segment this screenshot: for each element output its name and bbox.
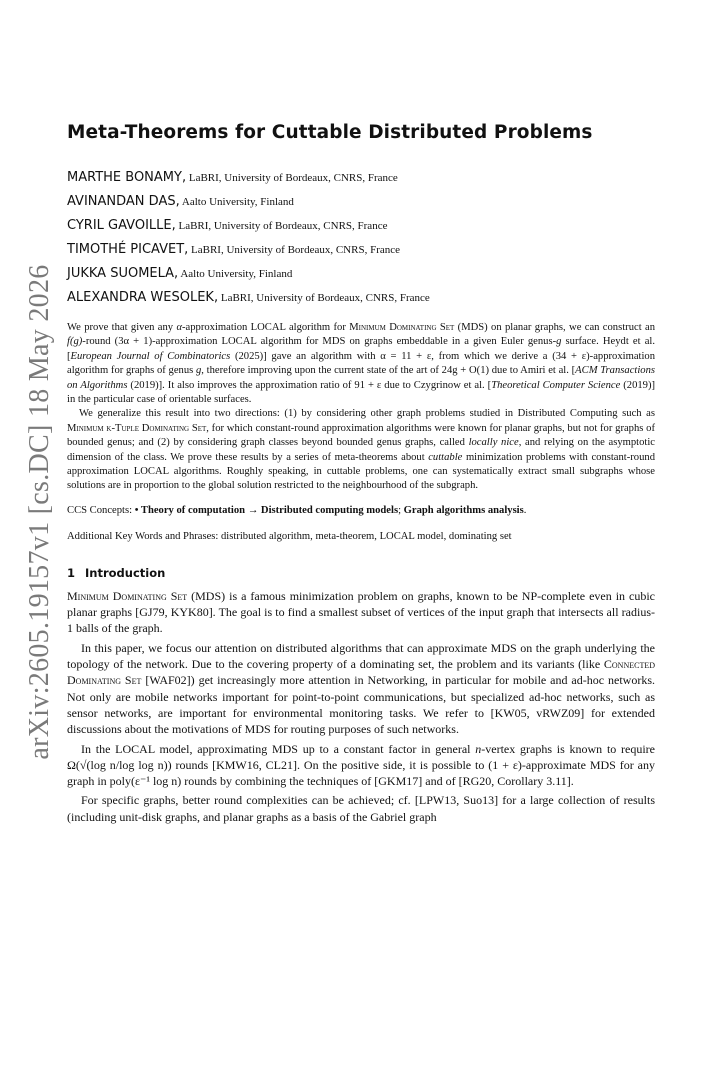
- author-affiliation: LaBRI, University of Bordeaux, CNRS, France: [186, 172, 398, 184]
- body-paragraph-2: In this paper, we focus our attention on distributed algorithms that can approximate MDS on the graph underlying the topology of the network. Due to the covering property of a dominating set, the problem and its variants (like Connected Dominating Set [WAF02]) get increasingly more attention in Networking, in particular for mobile and ad-hoc networks. Not only are mobile networks important for point-to-point communications, but specialized ad-hoc networks, such as sensor networks, are important for environmental monitoring tasks. We refer to [KW05, vRWZ09] for extended discussions about the motivations of MDS for routing purposes of such networks.: [67, 640, 655, 737]
- author-affiliation: LaBRI, University of Bordeaux, CNRS, France: [175, 220, 388, 232]
- arxiv-stamp-container: [18, 262, 62, 762]
- author-affiliation: Aalto University, Finland: [179, 196, 294, 208]
- body-paragraph-3: In the LOCAL model, approximating MDS up to a constant factor in general n-vertex graphs is known to require Ω(√(log n/log log n)) rounds [KMW16, CL21]. On the positive side, it is possible to (1 + ε)-approximate MDS for any graph in poly(ε⁻¹ log n) rounds by combining the techniques of [GKM17] and of [RG20, Corollary 3.11].: [67, 741, 656, 789]
- author-list: [67, 165, 655, 309]
- abstract: [67, 321, 655, 494]
- author-name: CYRIL GAVOILLE,: [67, 218, 176, 233]
- author-entry: [67, 213, 655, 237]
- author-affiliation: LaBRI, University of Bordeaux, CNRS, France: [218, 292, 430, 304]
- paper-page: [67, 122, 655, 825]
- abstract-paragraph-2: We generalize this result into two directions: (1) by considering other graph problems studied in Distributed Computing such as Minimum k-Tuple Dominating Set, for which constant-round approximation algorithms were known for planar graphs, but not for graphs of bounded genus; and (2) by considering graph classes beyond bounded genus graphs, called locally nice, and relying on the asymptotic dimension of the class. We prove these results by a series of meta-theorems about cuttable minimization problems with constant-round approximation LOCAL algorithms. Roughly speaking, in cuttable problems, one can systematically extract small subgraphs whose solutions are in proportion to the global solution restricted to the neighbourhood of the subgraph.: [67, 408, 656, 492]
- keywords: Additional Key Words and Phrases: distributed algorithm, meta-theorem, LOCAL model, dominating set: [67, 530, 512, 542]
- author-entry: [67, 237, 655, 261]
- body-paragraph-4: For specific graphs, better round complexities can be achieved; cf. [LPW13, Suo13] for a large collection of results (including unit-disk graphs, and planar graphs as a basis of the Gabriel graph: [67, 793, 655, 824]
- ccs-concepts: CCS Concepts: • Theory of computation → Distributed computing models; Graph algorithms analysis.: [67, 504, 527, 516]
- section-title: Introduction: [85, 565, 166, 580]
- author-name: JUKKA SUOMELA,: [67, 266, 179, 281]
- section-number: 1: [67, 565, 76, 580]
- author-affiliation: LaBRI, University of Bordeaux, CNRS, France: [188, 244, 400, 256]
- section-heading: [67, 566, 655, 580]
- author-entry: [67, 165, 655, 189]
- author-name: AVINANDAN DAS,: [67, 194, 180, 209]
- author-entry: [67, 189, 655, 213]
- body-paragraph-1: Minimum Dominating Set (MDS) is a famous minimization problem on graphs, known to be NP-complete even in cubic planar graphs [GJ79, KYK80]. The goal is to find a smallest subset of vertices of the input graph that intersects all radius-1 balls of the graph.: [67, 588, 655, 636]
- author-entry: [67, 261, 655, 285]
- author-name: TIMOTHÉ PICAVET,: [67, 242, 189, 257]
- arxiv-stamp: arXiv:2605.19157v1 [cs.DC] 18 May 2026: [24, 264, 55, 760]
- author-entry: [67, 285, 655, 309]
- author-name: ALEXANDRA WESOLEK,: [67, 290, 219, 305]
- abstract-paragraph-1: We prove that given any α-approximation LOCAL algorithm for Minimum Dominating Set (MDS) on planar graphs, we can construct an f(g)-round (3α + 1)-approximation LOCAL algorithm for MDS on graphs embeddable in a given Euler genus-g surface. Heydt et al. [European Journal of Combinatorics (2025)] gave an algorithm with α = 11 + ε, from which we derive a (34 + ε)-approximation algorithm for graphs of genus g, therefore improving upon the current state of the art of 24g + O(1) due to Amiri et al. [ACM Transactions on Algorithms (2019)]. It also improves the approximation ratio of 91 + ε due to Czygrinow et al. [Theoretical Computer Science (2019)] in the particular case of orientable surfaces.: [67, 322, 656, 406]
- paper-title: Meta-Theorems for Cuttable Distributed Problems: [67, 122, 593, 143]
- body-text: [67, 588, 655, 825]
- author-affiliation: Aalto University, Finland: [178, 268, 293, 280]
- author-name: MARTHE BONAMY,: [67, 170, 187, 185]
